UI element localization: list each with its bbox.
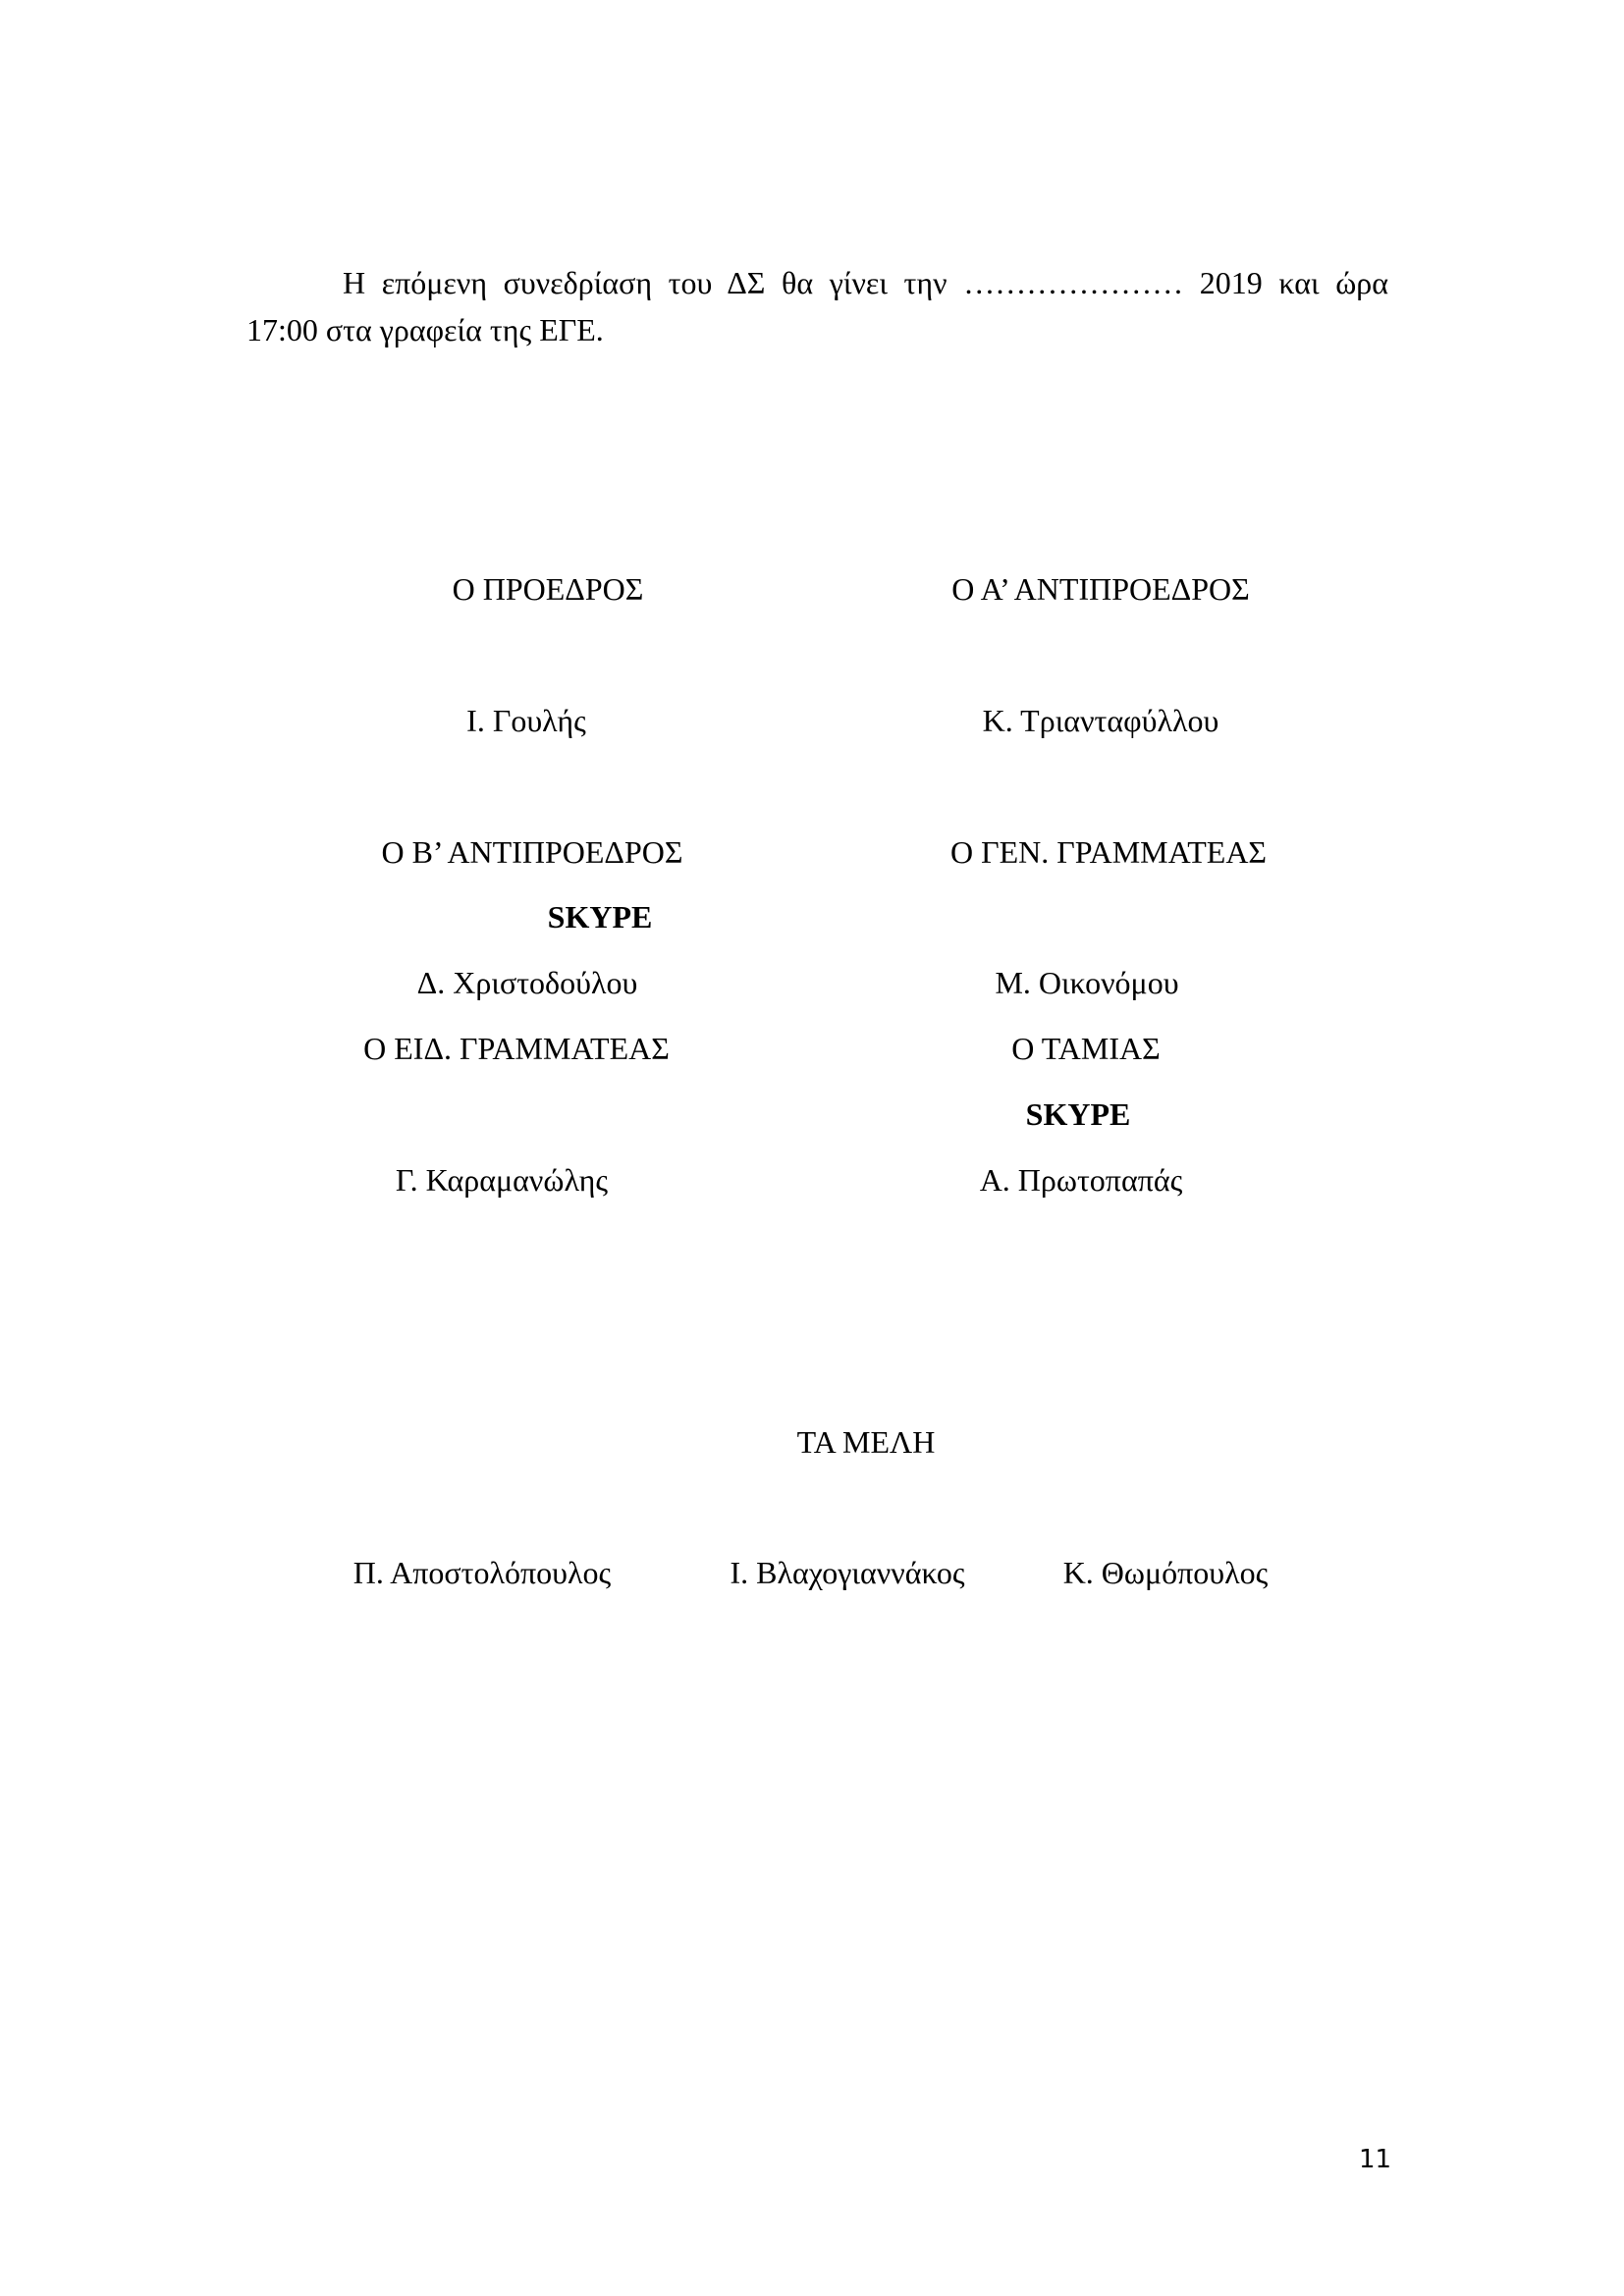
general-secretary-title: Ο ΓΕΝ. ΓΡΑΜΜΑΤΕΑΣ	[949, 834, 1268, 870]
vice-president-a-title: Ο Α’ ΑΝΤΙΠΡΟΕΔΡΟΣ	[951, 571, 1250, 607]
president-name: Ι. Γουλής	[466, 703, 586, 738]
vice-president-b-name: Δ. Χριστοδούλου	[416, 965, 638, 1000]
treasurer-name: Α. Πρωτοπαπάς	[979, 1162, 1183, 1198]
treasurer-note: SKYPE	[1025, 1096, 1131, 1132]
meeting-paragraph	[246, 259, 1388, 353]
special-secretary-title: Ο ΕΙΔ. ΓΡΑΜΜΑΤΕΑΣ	[363, 1031, 670, 1066]
member-name-3: Κ. Θωμόπουλος	[1062, 1555, 1269, 1590]
special-secretary-name: Γ. Καραμανώλης	[395, 1162, 609, 1198]
member-name-2: Ι. Βλαχογιαννάκος	[730, 1555, 965, 1590]
members-heading: ΤΑ ΜΕΛΗ	[796, 1424, 936, 1460]
member-name-1: Π. Αποστολόπουλος	[352, 1555, 612, 1590]
general-secretary-name: Μ. Οικονόμου	[995, 965, 1179, 1000]
vice-president-b-note: SKYPE	[547, 899, 653, 934]
president-title: Ο ΠΡΟΕΔΡΟΣ	[452, 571, 644, 607]
vice-president-b-title: Ο Β’ ΑΝΤΙΠΡΟΕΔΡΟΣ	[381, 834, 683, 870]
page-number: 11	[1359, 2145, 1392, 2174]
paragraph-line-1: Η επόμενη συνεδρίαση του ΔΣ θα γίνει την ………………… 2019 και ώρα	[343, 265, 1388, 300]
paragraph-line-2: 17:00 στα γραφεία της ΕΓΕ.	[246, 312, 604, 347]
treasurer-title: Ο ΤΑΜΙΑΣ	[1011, 1031, 1161, 1066]
vice-president-a-name: Κ. Τριανταφύλλου	[982, 703, 1219, 738]
